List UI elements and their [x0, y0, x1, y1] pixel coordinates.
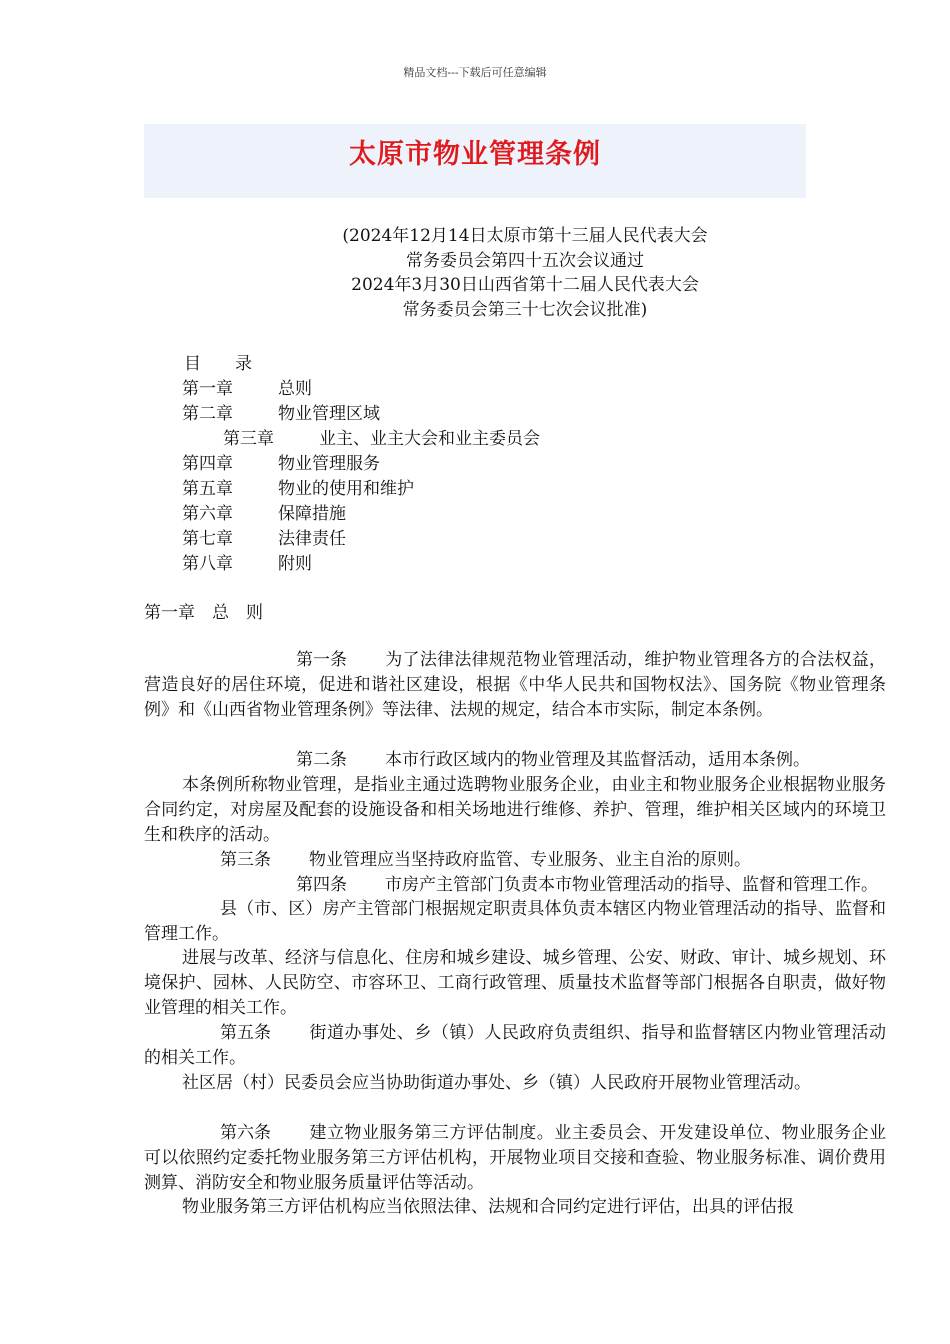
article-number: 第四条	[296, 875, 347, 895]
toc-item-name: 法律责任	[278, 529, 346, 549]
article-text: 街道办事处、乡（镇）人民政府负责组织、指导和监督辖区内物业管理活动的相关工作。	[144, 1023, 886, 1068]
paragraph	[144, 1195, 886, 1220]
paragraph-text: 物业服务第三方评估机构应当依照法律、法规和合同约定进行评估，出具的评估报	[182, 1197, 794, 1217]
toc-item-name: 物业管理区域	[278, 404, 380, 424]
toc-item-number: 第四章	[182, 454, 233, 474]
article-number: 第一条	[296, 650, 347, 670]
toc-item-number: 第一章	[182, 379, 233, 399]
subtitle-line-3: 2024年3月30日山西省第十二届人民代表大会	[351, 275, 699, 295]
toc-item-number: 第二章	[182, 404, 233, 424]
article-paragraph	[144, 848, 886, 873]
paragraph-text: 本条例所称物业管理，是指业主通过选聘物业服务企业，由业主和物业服务企业根据物业服务合同约定，对房屋及配套的设施设备和相关场地进行维修、养护、管理，维护相关区域内的环境卫生和秩序的活动。	[144, 775, 886, 845]
toc-item-number: 第五章	[182, 479, 233, 499]
article-text: 市房产主管部门负责本市物业管理活动的指导、监督和管理工作。	[385, 875, 878, 895]
toc-item-name: 保障措施	[278, 504, 346, 524]
paragraph	[144, 1071, 886, 1096]
toc-item-number: 第七章	[182, 529, 233, 549]
page-title: 太原市物业管理条例	[349, 139, 601, 170]
paragraph-text: 社区居（村）民委员会应当协助街道办事处、乡（镇）人民政府开展物业管理活动。	[182, 1073, 811, 1093]
article-number: 第三条	[220, 850, 271, 870]
paragraph	[144, 897, 886, 947]
header-note: 精品文档---下载后可任意编辑	[403, 66, 547, 79]
paragraph	[144, 773, 886, 848]
toc-item	[182, 474, 414, 499]
subtitle-line-1: (2024年12月14日太原市第十三届人民代表大会	[342, 226, 708, 246]
article-paragraph	[144, 748, 886, 773]
article-text: 本市行政区域内的物业管理及其监督活动，适用本条例。	[385, 750, 810, 770]
toc-item	[182, 399, 380, 424]
article-paragraph	[144, 648, 886, 723]
toc-item-name: 物业管理服务	[278, 454, 380, 474]
toc-item-number: 第八章	[182, 554, 233, 574]
toc-item-name: 总则	[278, 379, 312, 399]
chapter-heading: 第一章 总 则	[144, 603, 263, 623]
toc-heading: 目 录	[184, 354, 252, 374]
subtitle-line-4: 常务委员会第三十七次会议批准)	[402, 300, 648, 320]
toc-item-name: 附则	[278, 554, 312, 574]
toc-item	[182, 449, 380, 474]
toc-item	[182, 524, 346, 549]
toc-item-number: 第三章	[223, 429, 274, 449]
article-paragraph	[144, 1121, 886, 1196]
article-number: 第二条	[296, 750, 347, 770]
paragraph	[144, 946, 886, 1021]
article-number: 第五条	[220, 1023, 271, 1043]
article-text: 建立物业服务第三方评估制度。业主委员会、开发建设单位、物业服务企业可以依照约定委托物业服务第三方评估机构，开展物业项目交接和查验、物业服务标准、调价费用测算、消防安全和物业服务质量评估等活动。	[144, 1123, 886, 1193]
toc-item-name: 业主、业主大会和业主委员会	[319, 429, 540, 449]
paragraph-text: 进展与改革、经济与信息化、住房和城乡建设、城乡管理、公安、财政、审计、城乡规划、环境保护、园林、人民防空、市容环卫、工商行政管理、质量技术监督等部门根据各自职责，做好物业管理的相关工作。	[144, 948, 886, 1018]
toc-item	[182, 549, 312, 574]
article-number: 第六条	[220, 1123, 271, 1143]
article-paragraph	[144, 873, 886, 898]
toc-item	[223, 424, 540, 449]
subtitle-line-2: 常务委员会第四十五次会议通过	[406, 251, 644, 271]
toc-item	[182, 374, 312, 399]
toc-item-name: 物业的使用和维护	[278, 479, 414, 499]
article-paragraph	[144, 1021, 886, 1071]
toc-item-number: 第六章	[182, 504, 233, 524]
article-text: 物业管理应当坚持政府监管、专业服务、业主自治的原则。	[309, 850, 751, 870]
toc-item	[182, 499, 346, 524]
paragraph-text: 县（市、区）房产主管部门根据规定职责具体负责本辖区内物业管理活动的指导、监督和管理工作。	[144, 899, 886, 944]
article-text: 为了法律法律规范物业管理活动，维护物业管理各方的合法权益，营造良好的居住环境，促进和谐社区建设，根据《中华人民共和国物权法》、国务院《物业管理条例》和《山西省物业管理条例》等法律、法规的规定，结合本市实际，制定本条例。	[144, 650, 886, 720]
